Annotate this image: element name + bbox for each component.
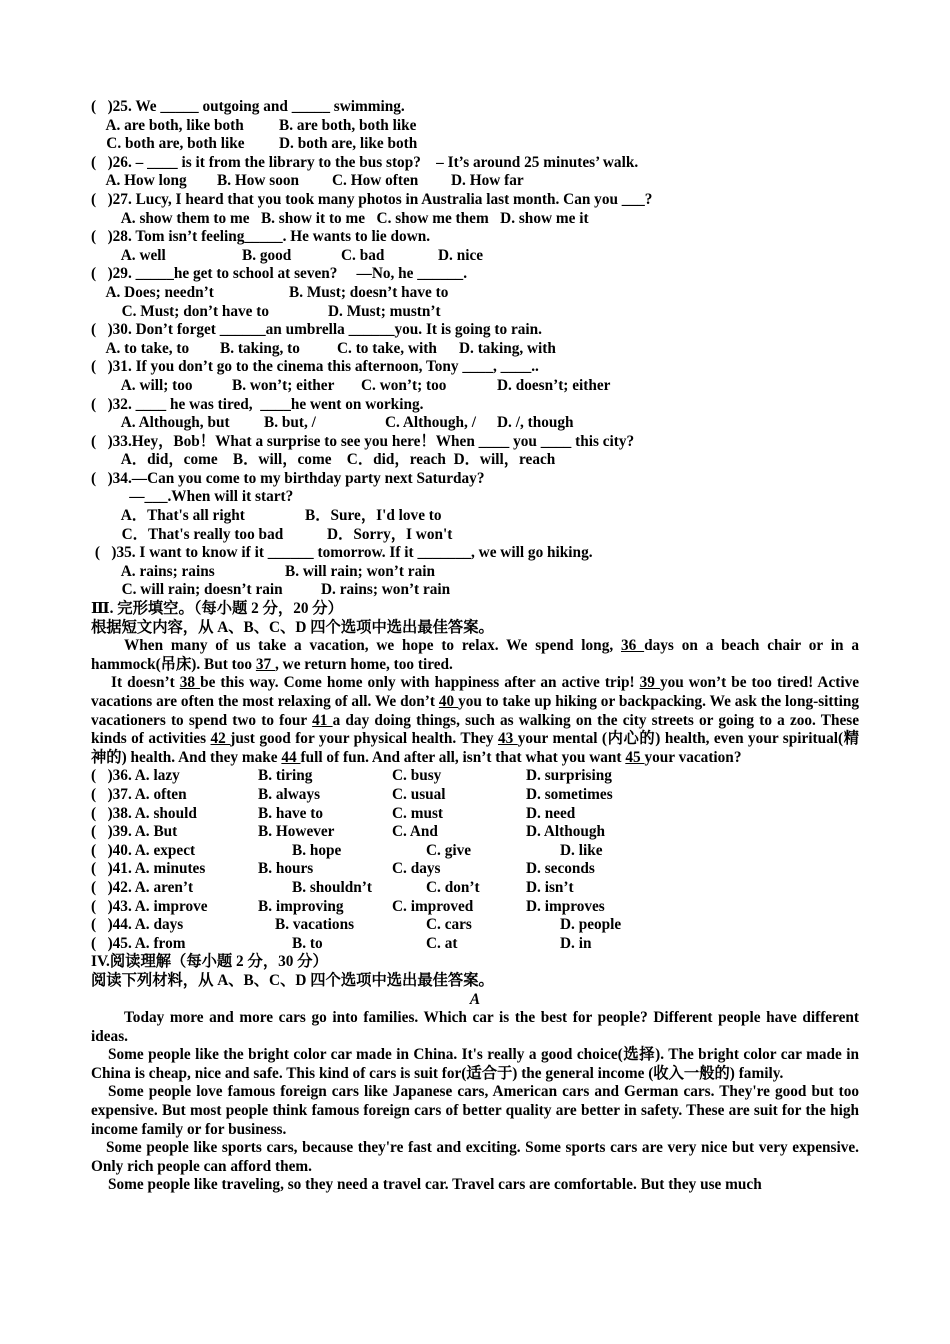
option-row (91, 303, 859, 322)
section-title: Ⅲ. 完形填空。（每小题 2 分，20 分） (91, 600, 343, 618)
cloze-question: ( )39. A. But (91, 823, 178, 841)
cloze-blank: 44 (281, 748, 301, 766)
option-row (91, 210, 859, 229)
answer-option: B. good (242, 246, 292, 264)
section-title: IV.阅读理解（每小题 2 分，30 分） (91, 953, 328, 971)
answer-option: B. hours (258, 860, 314, 878)
answer-option: B. have to (258, 804, 324, 822)
answer-option: D. doesn’t; either (497, 376, 611, 394)
answer-option: B. taking, to (220, 339, 300, 357)
answer-option: C. give (426, 841, 472, 859)
answer-option: A．That's all right (91, 507, 245, 525)
answer-option: B. will rain; won’t rain (285, 562, 435, 580)
answer-option: C. at (426, 934, 458, 952)
answer-option: —___.When will it start? (91, 488, 294, 506)
option-row (91, 172, 859, 191)
cloze-item (91, 767, 859, 786)
question-stem: ( )33.Hey，Bob！What a surprise to see you here！When ____ you ____ this city? (91, 432, 635, 450)
answer-option: A. show them to me B. show it to me C. show me them D. show me it (91, 209, 589, 227)
question-stem: ( )26. – ____ is it from the library to the bus stop? – It’s around 25 minutes’ walk. (91, 153, 639, 171)
answer-option: B. How soon (217, 172, 300, 190)
reading-paragraph: Some people love famous foreign cars like Japanese cars, American cars and German cars. They're good but too expensive. But most people think famous foreign cars of better quality are better in safety. These are suit for the high income family or for business. (91, 1083, 859, 1138)
cloze-paragraph (91, 637, 859, 674)
cloze-blank: 37 (255, 655, 275, 673)
cloze-item (91, 860, 859, 879)
option-row (91, 563, 859, 582)
answer-option: C. must (392, 804, 443, 822)
cloze-question: ( )36. A. lazy (91, 767, 180, 785)
answer-option: B．Sure，I'd love to (305, 507, 442, 525)
answer-option: D. /, though (497, 414, 574, 432)
question-stem: ( )31. If you don’t go to the cinema this afternoon, Tony ____, ____.. (91, 358, 539, 376)
answer-option: B. tiring (258, 767, 313, 785)
section-instruction: 阅读下列材料，从 A、B、C、D 四个选项中选出最佳答案。 (91, 971, 494, 989)
cloze-question: ( )44. A. days (91, 916, 184, 934)
cloze-item (91, 898, 859, 917)
answer-option: C. busy (392, 767, 442, 785)
passage-text: days on a beach chair or in a hammock(吊床). But too (91, 637, 859, 673)
cloze-blank: 45 (625, 748, 645, 766)
cloze-item (91, 935, 859, 954)
cloze-blank: 43 (497, 730, 518, 748)
passage-text: just good for your physical health. They (230, 730, 498, 748)
option-row (91, 135, 859, 154)
answer-option: C. usual (392, 785, 446, 803)
answer-option: C. both are, both like (91, 135, 245, 153)
answer-option: A. are both, like both (91, 116, 244, 134)
cloze-question: ( )45. A. from (91, 934, 186, 952)
passage-text: you won’t be too tired! Active vacations are often the most relaxing of all. We don’t (91, 674, 860, 710)
option-row (91, 507, 859, 526)
passage-text: It doesn’t (111, 674, 180, 692)
cloze-blank: 40 (438, 693, 459, 710)
answer-option: C. Although, / (385, 414, 476, 432)
reading-paragraph: Some people like traveling, so they need a travel car. Travel cars are comfortable. But they use much (108, 1176, 762, 1194)
option-row (91, 488, 859, 507)
passage-text: When many of us take a vacation, we hope to relax. We spend long, (124, 637, 621, 655)
answer-option: D. surprising (526, 767, 612, 785)
cloze-question: ( )41. A. minutes (91, 860, 206, 878)
cloze-question: ( )43. A. improve (91, 897, 208, 915)
question-stem: ( )30. Don’t forget ______an umbrella ______you. It is going to rain. (91, 321, 542, 339)
exam-page (91, 98, 859, 1195)
passage-label: A (469, 990, 481, 1008)
answer-option: D. improves (526, 897, 605, 915)
option-row (91, 340, 859, 359)
passage-text: full of fun. And after all, isn’t that what you want (300, 748, 626, 766)
answer-option: D. rains; won’t rain (321, 581, 451, 599)
option-row (91, 284, 859, 303)
option-row (91, 526, 859, 545)
cloze-blank: 42 (210, 730, 231, 748)
passage-text: your mental (内心的) health, even your spiritual(精神的) health. And they make (91, 730, 860, 766)
question-stem: ( )27. Lucy, I heard that you took many photos in Australia last month. Can you ___? (91, 190, 653, 208)
cloze-item (91, 823, 859, 842)
answer-option: C. will rain; doesn’t rain (91, 581, 283, 599)
passage-text: your vacation? (644, 748, 742, 766)
answer-option: C. days (392, 860, 441, 878)
answer-option: D. How far (451, 172, 524, 190)
answer-option: D. need (526, 804, 576, 822)
answer-option: B. hope (292, 841, 342, 859)
answer-option: C. cars (426, 916, 472, 934)
answer-option: D. both are, like both (279, 135, 418, 153)
answer-option: D. like (560, 841, 603, 859)
answer-option: D. Must; mustn’t (328, 302, 441, 320)
answer-option: D. in (560, 934, 592, 952)
question-stem: ( )29. _____he get to school at seven? —No, he ______. (91, 265, 468, 283)
passage-text: you to take up hiking or backpacking. We ask the long-sitting vacationers to spend two to four (91, 693, 859, 729)
cloze-item (91, 786, 859, 805)
option-row (91, 377, 859, 396)
answer-option: C. to take, with (337, 339, 437, 357)
answer-option: B. are both, both like (279, 116, 417, 134)
cloze-paragraph (91, 674, 859, 767)
section-instruction: 根据短文内容，从 A、B、C、D 四个选项中选出最佳答案。 (91, 618, 494, 636)
cloze-question: ( )38. A. should (91, 804, 197, 822)
answer-option: C. don’t (426, 878, 480, 896)
question-stem: ( )32. ____ he was tired, ____he went on working. (91, 395, 424, 413)
answer-option: D. Although (526, 823, 606, 841)
answer-option: B. shouldn’t (292, 878, 372, 896)
passage-text: , we return home, too tired. (275, 655, 453, 673)
answer-option: C. And (392, 823, 438, 841)
passage-text: a day doing things, such as walking on the city streets or going to a zoo. These kinds of activities (91, 711, 860, 748)
answer-option: A. will; too (91, 376, 193, 394)
cloze-question: ( )40. A. expect (91, 841, 196, 859)
cloze-item (91, 879, 859, 898)
answer-option: A．did，come B．will，come C．did，reach D．will，reach (91, 451, 556, 469)
option-row (91, 414, 859, 433)
answer-option: D. people (560, 916, 622, 934)
answer-option: B. However (258, 823, 335, 841)
answer-option: A. Does; needn’t (91, 283, 214, 301)
cloze-question: ( )37. A. often (91, 785, 187, 803)
option-row (91, 247, 859, 266)
cloze-item (91, 842, 859, 861)
reading-paragraph: Today more and more cars go into families. Which car is the best for people? Different people have different ideas. (91, 1009, 859, 1045)
cloze-blank: 38 (179, 674, 201, 692)
answer-option: C. Must; don’t have to (91, 302, 270, 320)
reading-paragraph: Some people like sports cars, because they're fast and exciting. Some sports cars are very nice but very expensive. Only rich people can afford them. (91, 1139, 859, 1175)
answer-option: C．That's really too bad (91, 525, 284, 543)
answer-option: A. well (91, 246, 166, 264)
cloze-blank: 41 (312, 711, 333, 729)
cloze-item (91, 916, 859, 935)
option-row (91, 581, 859, 600)
question-stem: ( )25. We _____ outgoing and _____ swimming. (91, 98, 405, 115)
answer-option: A. How long (91, 172, 187, 190)
answer-option: D. taking, with (459, 339, 556, 357)
answer-option: C. improved (392, 897, 474, 915)
answer-option: B. but, / (264, 414, 316, 432)
answer-option: B. Must; doesn’t have to (289, 283, 449, 301)
cloze-question: ( )42. A. aren’t (91, 878, 194, 896)
answer-option: D. seconds (526, 860, 595, 878)
option-row (91, 451, 859, 470)
answer-option: B. improving (258, 897, 344, 915)
answer-option: A. to take, to (91, 339, 190, 357)
answer-option: C. How often (332, 172, 419, 190)
answer-option: A. Although, but (91, 414, 230, 432)
passage-text: be this way. Come home only with happiness after an active trip! (200, 674, 640, 692)
option-row (91, 117, 859, 136)
cloze-blank: 39 (639, 674, 660, 692)
answer-option: C. bad (341, 246, 385, 264)
cloze-blank: 36 (621, 637, 645, 655)
answer-option: D．Sorry，I won't (327, 525, 453, 543)
question-stem: ( )35. I want to know if it ______ tomorrow. If it _______, we will go hiking. (91, 544, 593, 562)
question-stem: ( )28. Tom isn’t feeling_____. He wants to lie down. (91, 228, 431, 246)
question-stem: ( )34.—Can you come to my birthday party next Saturday? (91, 469, 485, 487)
reading-paragraph: Some people like the bright color car made in China. It's really a good choice(选择). The bright color car made in China is cheap, nice and safe. This kind of cars is suit for(适合于) the general income (收入一般的) family. (91, 1046, 859, 1082)
answer-option: D. sometimes (526, 785, 613, 803)
answer-option: B. vacations (275, 916, 355, 934)
answer-option: B. won’t; either (232, 376, 335, 394)
cloze-item (91, 805, 859, 824)
answer-option: B. always (258, 785, 321, 803)
answer-option: C. won’t; too (361, 376, 447, 394)
answer-option: A. rains; rains (91, 562, 215, 580)
answer-option: D. nice (438, 246, 484, 264)
answer-option: D. isn’t (526, 878, 574, 896)
answer-option: B. to (292, 934, 323, 952)
